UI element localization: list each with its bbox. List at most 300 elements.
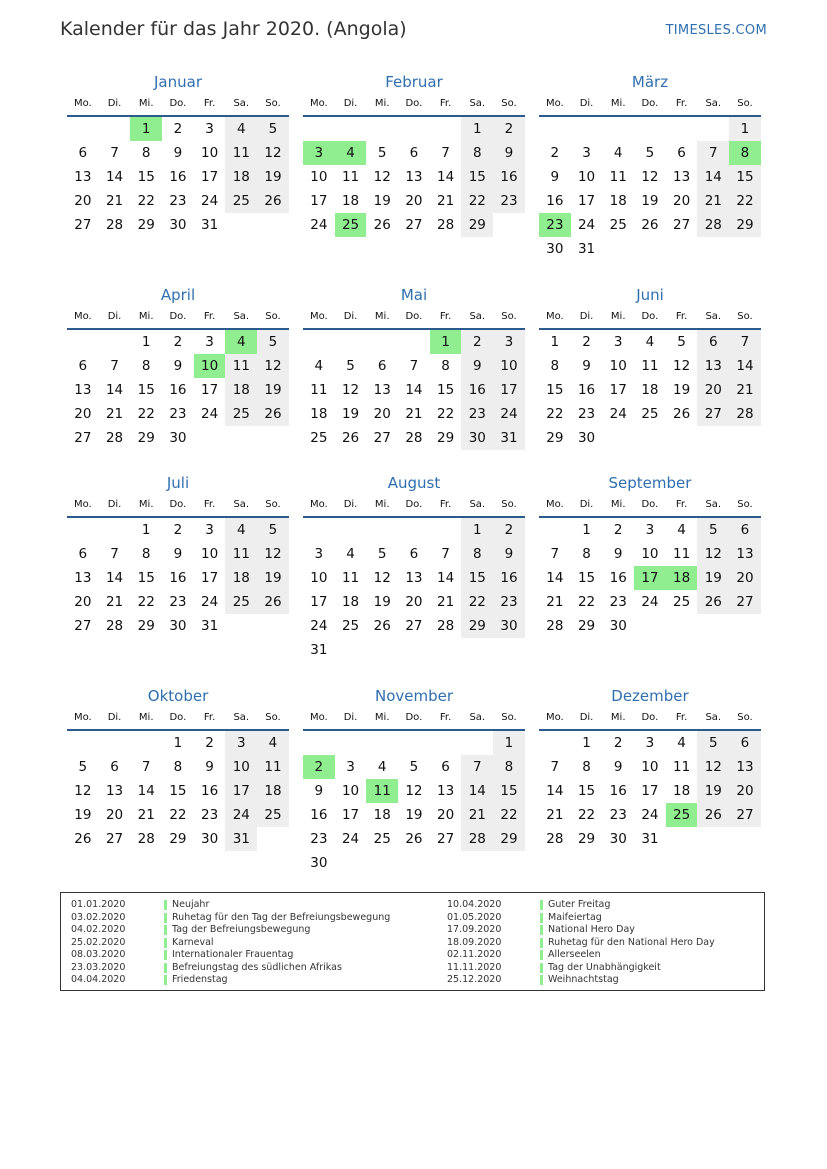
weekday-label: So. [501, 311, 517, 322]
day-cell: 30 [310, 855, 328, 871]
day-cell: 18 [341, 193, 360, 209]
day-cell: 22 [137, 594, 155, 610]
day-cell: 26 [697, 803, 729, 827]
holiday-day-cell: 11 [366, 779, 398, 803]
day-cell: 8 [582, 546, 591, 562]
day-cell: 18 [225, 378, 257, 402]
day-cell: 12 [341, 382, 360, 398]
empty-cell [366, 731, 398, 755]
month-2 [303, 71, 525, 237]
day-cell: 21 [437, 193, 455, 209]
weekday-label: So. [265, 712, 281, 723]
day-cell: 27 [74, 430, 92, 446]
day-cell: 28 [105, 618, 124, 634]
day-cell: 24 [577, 217, 596, 233]
day-cell: 30 [493, 614, 525, 638]
weekday-label: Fr. [439, 311, 452, 322]
day-cell: 16 [169, 169, 187, 185]
day-cell: 24 [341, 831, 360, 847]
day-cell: 16 [201, 783, 219, 799]
holiday-name: Neujahr [172, 899, 210, 910]
month-name: Juli [166, 474, 190, 492]
day-cell: 22 [137, 406, 155, 422]
day-cell: 3 [205, 334, 214, 350]
weekday-label: So. [737, 98, 753, 109]
weekday-header [303, 93, 525, 117]
day-cell: 12 [697, 542, 729, 566]
day-cell: 6 [697, 330, 729, 354]
day-cell: 21 [546, 807, 564, 823]
day-cell: 28 [105, 217, 124, 233]
holiday-entry [61, 949, 390, 962]
weekday-label: Di. [343, 499, 358, 510]
month-10 [67, 685, 289, 851]
empty-cell [303, 117, 335, 141]
month-name: August [387, 474, 441, 492]
day-cell: 14 [137, 783, 155, 799]
weekday-header [67, 707, 289, 731]
weekday-header [67, 306, 289, 330]
day-cell: 28 [137, 831, 155, 847]
day-cell: 1 [141, 334, 151, 350]
empty-cell [539, 518, 571, 542]
day-cell: 17 [577, 193, 596, 209]
day-grid [67, 117, 289, 237]
day-cell: 22 [461, 189, 493, 213]
weekday-label: Sa. [233, 311, 250, 322]
day-cell: 26 [405, 831, 423, 847]
month-1 [67, 71, 289, 237]
day-cell: 31 [493, 426, 525, 450]
holiday-date: 18.09.2020 [447, 936, 502, 948]
holiday-day-cell: 4 [335, 141, 367, 165]
day-cell: 1 [582, 522, 591, 538]
day-cell: 10 [225, 755, 257, 779]
holiday-marker [164, 913, 167, 923]
day-cell: 7 [550, 759, 560, 775]
day-cell: 6 [78, 546, 88, 562]
day-cell: 9 [461, 354, 493, 378]
day-cell: 23 [201, 807, 219, 823]
empty-cell [398, 117, 430, 141]
day-cell: 27 [74, 618, 92, 634]
day-cell: 10 [310, 570, 328, 586]
day-cell: 29 [577, 618, 596, 634]
day-cell: 19 [257, 165, 289, 189]
day-cell: 17 [341, 807, 360, 823]
day-cell: 28 [437, 217, 455, 233]
day-cell: 18 [641, 382, 659, 398]
day-cell: 21 [137, 807, 155, 823]
holiday-day-cell: 10 [194, 354, 226, 378]
month-name: März [631, 73, 669, 91]
day-cell: 5 [257, 330, 289, 354]
weekday-header [303, 494, 525, 518]
weekday-label: Mo. [309, 98, 328, 109]
holiday-day-cell: 3 [303, 141, 335, 165]
day-cell: 11 [609, 169, 627, 185]
day-cell: 1 [173, 735, 183, 751]
month-name: November [374, 687, 454, 705]
empty-cell [430, 117, 462, 141]
day-cell: 10 [201, 145, 219, 161]
day-cell: 3 [225, 731, 257, 755]
holiday-entry [437, 974, 715, 987]
day-cell: 1 [493, 731, 525, 755]
day-cell: 19 [257, 378, 289, 402]
weekday-label: Fr. [439, 98, 452, 109]
day-cell: 27 [729, 803, 761, 827]
day-cell: 12 [257, 141, 289, 165]
day-cell: 23 [609, 807, 627, 823]
holiday-name: Befreiungstag des südlichen Afrikas [172, 961, 342, 973]
empty-cell [571, 117, 603, 141]
day-cell: 17 [201, 570, 219, 586]
holiday-entry [437, 899, 715, 912]
day-cell: 5 [257, 518, 289, 542]
weekday-label: Mi. [138, 499, 154, 510]
day-cell: 16 [461, 378, 493, 402]
empty-cell [130, 731, 162, 755]
holiday-date: 04.04.2020 [71, 974, 126, 985]
day-cell: 22 [137, 193, 155, 209]
month-12 [539, 685, 761, 851]
day-cell: 21 [546, 594, 564, 610]
day-cell: 7 [141, 759, 151, 775]
day-cell: 10 [341, 783, 360, 799]
empty-cell [697, 117, 729, 141]
day-cell: 6 [409, 546, 419, 562]
day-cell: 21 [405, 406, 423, 422]
weekday-label: Di. [579, 499, 594, 510]
day-cell: 5 [409, 759, 419, 775]
holiday-date: 08.03.2020 [71, 949, 126, 960]
day-cell: 30 [577, 430, 596, 446]
month-7 [67, 472, 289, 638]
day-cell: 12 [373, 570, 391, 586]
holiday-entry [437, 937, 715, 950]
empty-cell [99, 330, 131, 354]
day-cell: 13 [729, 542, 761, 566]
holiday-marker [164, 900, 167, 910]
empty-cell [366, 330, 398, 354]
weekday-label: Do. [641, 499, 659, 510]
day-cell: 5 [697, 518, 729, 542]
weekday-label: Sa. [233, 499, 250, 510]
empty-cell [335, 330, 367, 354]
day-cell: 15 [137, 382, 155, 398]
day-cell: 29 [137, 618, 155, 634]
day-cell: 5 [377, 546, 387, 562]
day-cell: 19 [74, 807, 92, 823]
weekday-label: Mi. [138, 311, 154, 322]
weekday-header [303, 306, 525, 330]
day-cell: 13 [105, 783, 124, 799]
empty-cell [303, 731, 335, 755]
day-cell: 6 [409, 145, 419, 161]
day-cell: 19 [697, 779, 729, 803]
month-5 [303, 284, 525, 450]
day-cell: 16 [546, 193, 564, 209]
day-cell: 1 [729, 117, 761, 141]
day-cell: 11 [257, 755, 289, 779]
day-cell: 9 [173, 358, 183, 374]
day-grid [67, 518, 289, 638]
holiday-day-cell: 18 [666, 566, 698, 590]
empty-cell [430, 518, 462, 542]
holiday-day-cell: 25 [335, 213, 367, 237]
day-cell: 7 [110, 546, 119, 562]
holiday-date: 23.03.2020 [71, 961, 126, 973]
weekday-header [539, 707, 761, 731]
day-cell: 20 [729, 779, 761, 803]
day-cell: 14 [105, 570, 124, 586]
day-cell: 20 [105, 807, 124, 823]
day-cell: 28 [461, 827, 493, 851]
day-cell: 22 [577, 807, 596, 823]
day-cell: 3 [346, 759, 355, 775]
day-cell: 20 [437, 807, 455, 823]
holiday-day-cell: 8 [729, 141, 761, 165]
weekday-label: Sa. [233, 98, 250, 109]
day-cell: 25 [225, 590, 257, 614]
weekday-label: Mo. [73, 712, 92, 723]
day-cell: 14 [437, 169, 455, 185]
day-cell: 2 [493, 518, 525, 542]
day-cell: 20 [74, 406, 92, 422]
day-cell: 3 [493, 330, 525, 354]
empty-cell [67, 731, 99, 755]
day-grid [539, 330, 761, 450]
day-cell: 11 [225, 542, 257, 566]
day-cell: 10 [577, 169, 596, 185]
weekday-label: Fr. [203, 712, 216, 723]
weekday-label: Di. [343, 712, 358, 723]
day-cell: 5 [257, 117, 289, 141]
day-grid [303, 731, 525, 875]
weekday-label: Mo. [73, 98, 92, 109]
day-cell: 23 [169, 594, 187, 610]
day-cell: 25 [341, 618, 360, 634]
day-cell: 20 [697, 378, 729, 402]
weekday-label: Do. [169, 98, 187, 109]
month-name: Juni [636, 286, 664, 304]
weekday-header [539, 494, 761, 518]
weekday-label: Do. [405, 499, 423, 510]
day-grid [539, 117, 761, 261]
weekday-label: So. [737, 311, 753, 322]
holiday-day-cell: 23 [539, 213, 571, 237]
weekday-label: Sa. [469, 98, 486, 109]
day-cell: 28 [729, 402, 761, 426]
day-cell: 10 [609, 358, 627, 374]
holiday-name: Tag der Befreiungsbewegung [172, 924, 311, 935]
day-cell: 26 [257, 590, 289, 614]
month-4 [67, 284, 289, 450]
site-link[interactable]: TIMESLES.COM [665, 23, 767, 38]
weekday-label: Do. [405, 98, 423, 109]
day-cell: 27 [105, 831, 124, 847]
day-cell: 1 [141, 522, 151, 538]
day-cell: 15 [461, 566, 493, 590]
day-cell: 24 [310, 618, 328, 634]
weekday-label: Mo. [73, 311, 92, 322]
day-cell: 7 [550, 546, 560, 562]
weekday-label: Fr. [203, 311, 216, 322]
day-cell: 14 [546, 570, 564, 586]
day-cell: 11 [673, 546, 691, 562]
day-cell: 11 [673, 759, 691, 775]
day-cell: 23 [609, 594, 627, 610]
day-cell: 20 [405, 193, 423, 209]
day-cell: 2 [461, 330, 493, 354]
day-cell: 14 [437, 570, 455, 586]
day-cell: 2 [550, 145, 560, 161]
weekday-label: So. [501, 499, 517, 510]
weekday-label: Di. [107, 712, 122, 723]
day-cell: 26 [74, 831, 92, 847]
day-cell: 2 [613, 522, 623, 538]
day-cell: 18 [609, 193, 627, 209]
day-grid [539, 731, 761, 851]
weekday-label: Do. [641, 98, 659, 109]
day-cell: 15 [437, 382, 455, 398]
day-cell: 15 [137, 570, 155, 586]
weekday-label: So. [737, 499, 753, 510]
day-cell: 17 [201, 169, 219, 185]
day-cell: 8 [173, 759, 183, 775]
day-cell: 29 [437, 430, 455, 446]
day-cell: 14 [546, 783, 564, 799]
weekday-label: Do. [169, 499, 187, 510]
day-cell: 25 [673, 594, 691, 610]
day-cell: 21 [105, 193, 124, 209]
empty-cell [461, 731, 493, 755]
day-cell: 4 [677, 735, 686, 751]
holiday-marker [164, 925, 167, 935]
day-cell: 6 [441, 759, 450, 775]
day-cell: 28 [105, 430, 124, 446]
weekday-label: Sa. [705, 98, 722, 109]
day-cell: 6 [78, 145, 88, 161]
day-cell: 22 [493, 803, 525, 827]
day-cell: 22 [169, 807, 187, 823]
holiday-date: 02.11.2020 [447, 949, 502, 960]
day-cell: 24 [493, 402, 525, 426]
empty-cell [602, 117, 634, 141]
holiday-date: 03.02.2020 [71, 911, 126, 923]
month-9 [539, 472, 761, 638]
empty-cell [539, 117, 571, 141]
month-6 [539, 284, 761, 450]
weekday-label: So. [737, 712, 753, 723]
day-cell: 28 [697, 213, 729, 237]
day-cell: 6 [110, 759, 119, 775]
day-cell: 9 [493, 141, 525, 165]
day-cell: 17 [493, 378, 525, 402]
holiday-list-left [61, 899, 390, 987]
empty-cell [67, 117, 99, 141]
day-cell: 9 [205, 759, 214, 775]
holiday-name: Internationaler Frauentag [172, 949, 294, 960]
holiday-name: Allerseelen [548, 949, 601, 960]
weekday-label: So. [501, 712, 517, 723]
day-cell: 24 [225, 803, 257, 827]
day-cell: 29 [137, 217, 155, 233]
day-cell: 30 [169, 217, 187, 233]
day-cell: 27 [729, 590, 761, 614]
day-cell: 21 [729, 378, 761, 402]
day-cell: 13 [373, 382, 391, 398]
weekday-label: Mi. [610, 98, 626, 109]
day-cell: 9 [173, 145, 183, 161]
weekday-header [67, 93, 289, 117]
day-cell: 20 [405, 594, 423, 610]
day-cell: 30 [201, 831, 219, 847]
day-cell: 30 [546, 241, 564, 257]
holiday-name: National Hero Day [548, 924, 635, 935]
day-cell: 22 [729, 189, 761, 213]
weekday-label: Sa. [469, 499, 486, 510]
day-cell: 11 [310, 382, 328, 398]
day-cell: 9 [613, 759, 623, 775]
day-cell: 20 [74, 193, 92, 209]
day-cell: 17 [641, 783, 659, 799]
day-cell: 17 [310, 193, 328, 209]
day-cell: 16 [493, 566, 525, 590]
day-cell: 25 [225, 402, 257, 426]
day-cell: 4 [677, 522, 686, 538]
day-cell: 22 [546, 406, 564, 422]
day-cell: 24 [641, 594, 659, 610]
day-cell: 21 [437, 594, 455, 610]
weekday-label: Do. [405, 311, 423, 322]
weekday-label: Do. [641, 311, 659, 322]
day-cell: 4 [257, 731, 289, 755]
day-cell: 8 [461, 542, 493, 566]
weekday-label: Fr. [675, 712, 688, 723]
weekday-label: Sa. [705, 311, 722, 322]
empty-cell [366, 518, 398, 542]
day-cell: 9 [173, 546, 183, 562]
weekday-label: Sa. [705, 499, 722, 510]
day-cell: 16 [169, 382, 187, 398]
day-cell: 21 [461, 803, 493, 827]
holiday-entry [437, 912, 715, 925]
day-cell: 28 [437, 618, 455, 634]
empty-cell [99, 731, 131, 755]
holiday-name: Weihnachtstag [548, 974, 619, 985]
day-cell: 5 [677, 334, 686, 350]
day-cell: 31 [641, 831, 659, 847]
weekday-label: Di. [343, 98, 358, 109]
day-cell: 9 [493, 542, 525, 566]
holiday-date: 01.01.2020 [71, 899, 126, 910]
day-cell: 13 [697, 354, 729, 378]
weekday-header [539, 306, 761, 330]
day-cell: 18 [257, 779, 289, 803]
day-cell: 6 [677, 145, 686, 161]
day-cell: 11 [225, 141, 257, 165]
weekday-label: So. [265, 98, 281, 109]
empty-cell [398, 518, 430, 542]
weekday-label: Di. [579, 712, 594, 723]
holiday-entry [437, 962, 715, 975]
weekday-label: Sa. [705, 712, 722, 723]
holiday-entry [61, 962, 390, 975]
weekday-label: Mo. [545, 311, 564, 322]
weekday-label: So. [265, 499, 281, 510]
